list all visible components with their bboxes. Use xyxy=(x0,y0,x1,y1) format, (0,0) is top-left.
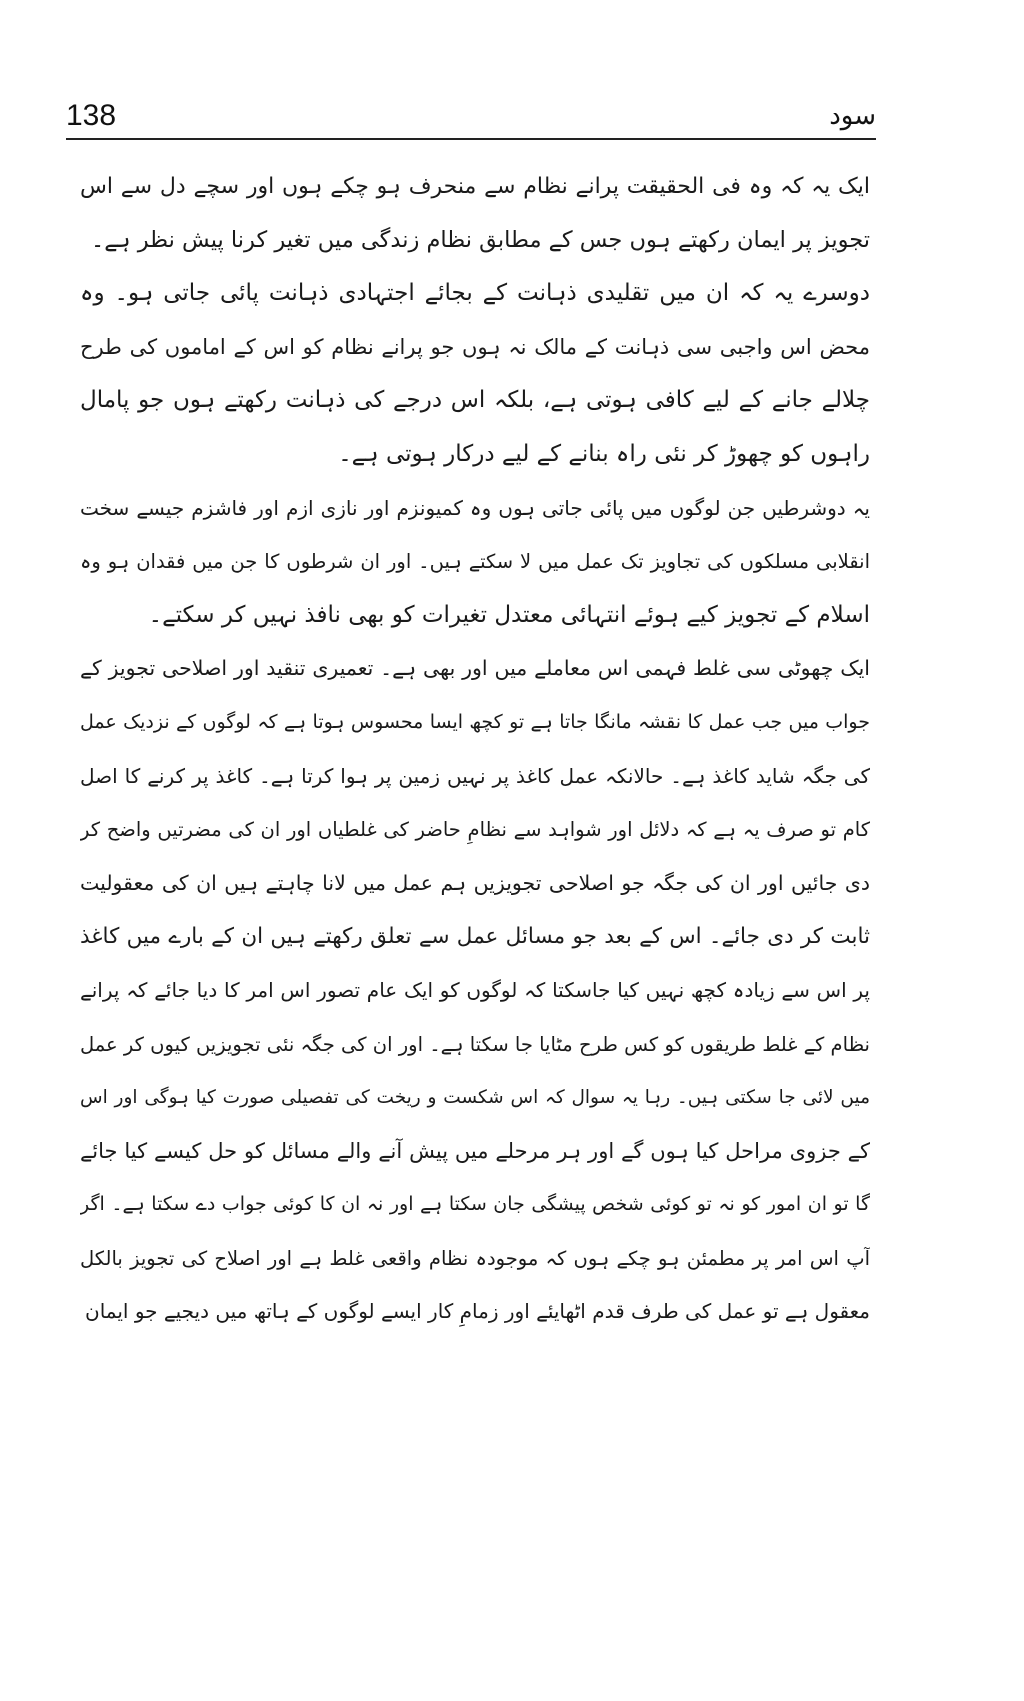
text-line: گا تو ان امور کو نہ تو کوئی شخص پیشگی جان سکتا ہے اور نہ ان کا کوئی جواب دے سکتا ہے۔ اگر xyxy=(80,1193,870,1216)
text-line: کی جگہ شاید کاغذ ہے۔ حالانکہ عمل کاغذ پر نہیں زمین پر ہوا کرتا ہے۔ کاغذ پر کرنے کا اصل xyxy=(80,763,870,788)
text-line: ایک یہ کہ وہ فی الحقیقت پرانے نظام سے منحرف ہو چکے ہوں اور سچے دل سے اس xyxy=(80,174,870,199)
paragraph xyxy=(80,642,870,1339)
text-line: کے جزوی مراحل کیا ہوں گے اور ہر مرحلے میں پیش آنے والے مسائل کو حل کیسے کیا جائے xyxy=(80,1138,870,1163)
text-line: آپ اس امر پر مطمئن ہو چکے ہوں کہ موجودہ نظام واقعی غلط ہے اور اصلاح کی تجویز بالکل xyxy=(80,1246,870,1270)
running-title: سود xyxy=(829,101,876,131)
text-line: یہ دوشرطیں جن لوگوں میں پائی جاتی ہوں وہ کمیونزم اور نازی ازم اور فاشزم جیسے سخت xyxy=(80,495,870,520)
text-line: معقول ہے تو عمل کی طرف قدم اٹھایئے اور زمامِ کار ایسے لوگوں کے ہاتھ میں دیجیے جو ایمان xyxy=(85,1299,870,1324)
paragraph xyxy=(80,267,870,481)
body-text xyxy=(80,160,870,1339)
paragraph xyxy=(80,482,870,643)
page-header xyxy=(66,98,876,142)
text-line: ایک چھوٹی سی غلط فہمی اس معاملے میں اور بھی ہے۔ تعمیری تنقید اور اصلاحی تجویز کے xyxy=(80,656,870,681)
text-line: دی جائیں اور ان کی جگہ جو اصلاحی تجویزیں ہم عمل میں لانا چاہتے ہیں ان کی معقولیت xyxy=(80,870,870,895)
header-rule xyxy=(66,138,876,140)
paragraph xyxy=(80,160,870,267)
text-line: نظام کے غلط طریقوں کو کس طرح مٹایا جا سکتا ہے۔ اور ان کی جگہ نئی تجویزیں کیوں کر عمل xyxy=(80,1032,870,1056)
text-line: انقلابی مسلکوں کی تجاویز تک عمل میں لا سکتے ہیں۔ اور ان شرطوں کا جن میں فقدان ہو وہ xyxy=(80,550,870,574)
text-line: چلالے جانے کے لیے کافی ہوتی ہے، بلکہ اس درجے کی ذہانت رکھتے ہوں جو پامال xyxy=(80,387,870,414)
text-line: تجویز پر ایمان رکھتے ہوں جس کے مطابق نظام زندگی میں تغیر کرنا پیش نظر ہے۔ xyxy=(91,226,870,253)
text-line: پر اس سے زیادہ کچھ نہیں کیا جاسکتا کہ لوگوں کو ایک عام تصور اس امر کا دیا جائے کہ پرانے xyxy=(80,977,870,1002)
text-line: راہوں کو چھوڑ کر نئی راہ بنانے کے لیے درکار ہوتی ہے۔ xyxy=(338,440,870,467)
text-line: ثابت کر دی جائے۔ اس کے بعد جو مسائل عمل سے تعلق رکھتے ہیں ان کے بارے میں کاغذ xyxy=(80,924,870,950)
text-line: اسلام کے تجویز کیے ہوئے انتہائی معتدل تغیرات کو بھی نافذ نہیں کر سکتے۔ xyxy=(148,601,870,628)
text-line: کام تو صرف یہ ہے کہ دلائل اور شواہد سے نظامِ حاضر کی غلطیاں اور ان کی مضرتیں واضح کر xyxy=(80,818,870,842)
text-line: محض اس واجبی سی ذہانت کے مالک نہ ہوں جو پرانے نظام کو اس کے اماموں کی طرح xyxy=(80,334,870,359)
text-line: میں لائی جا سکتی ہیں۔ رہا یہ سوال کہ اس شکست و ریخت کی تفصیلی صورت کیا ہوگی اور اس xyxy=(80,1087,870,1109)
text-line: جواب میں جب عمل کا نقشہ مانگا جاتا ہے تو کچھ ایسا محسوس ہوتا ہے کہ لوگوں کے نزدیک عمل xyxy=(80,710,870,733)
text-line: دوسرے یہ کہ ان میں تقلیدی ذہانت کے بجائے اجتہادی ذہانت پائی جاتی ہو۔ وہ xyxy=(80,280,870,307)
page-number: 138 xyxy=(66,99,117,132)
